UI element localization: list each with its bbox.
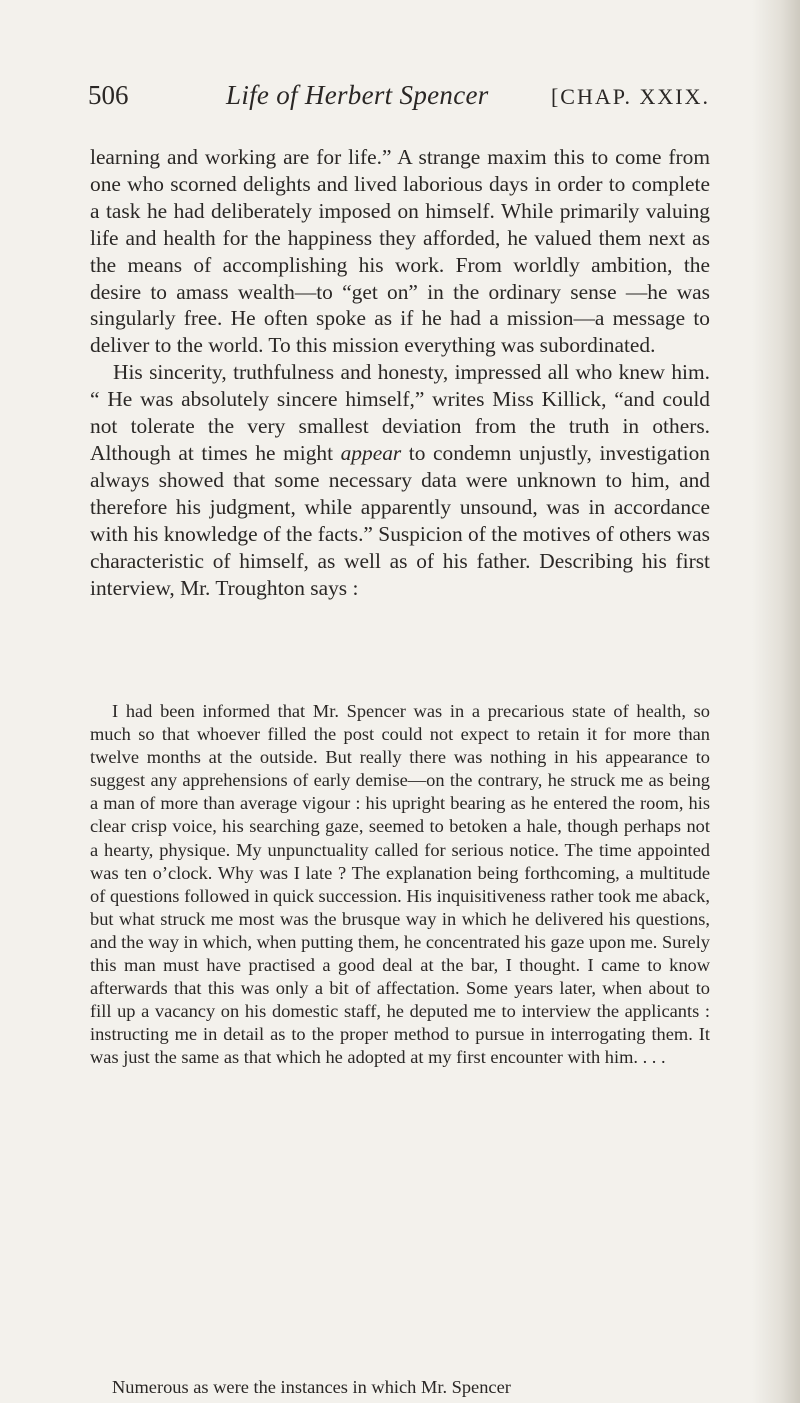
paragraph-text: to condemn unjustly, investigation always showed that some necessary data were unknown to him, and therefore his judgment, while apparently unsound, was in accordance with his knowledge of the facts.” Suspicion of the motives of others was characteristic of himself, as well as of his father. Describing his first interview, Mr. Troughton says : [90, 440, 710, 600]
quote-last-line: Numerous as were the instances in which Mr. Spencer [112, 1377, 511, 1397]
paragraph [90, 359, 710, 601]
page-edge-shadow [752, 0, 800, 1403]
page-header [88, 78, 710, 118]
chapter-reference: [CHAP. XXIX. [550, 84, 710, 109]
running-title: Life of Herbert Spencer [226, 80, 489, 110]
block-quote-continuation [112, 1376, 710, 1399]
page-number: 506 [88, 80, 129, 110]
main-text [90, 144, 710, 601]
emphasis-text: appear [340, 440, 402, 465]
block-quote [90, 700, 710, 1070]
quote-paragraph: I had been informed that Mr. Spencer was in a precarious state of health, so much so that whoever filled the post could not expect to retain it for more than twelve months at the outside. But really there was nothing in his appearance to suggest any apprehensions of early demise—on the contrary, he struck me as being a man of more than average vigour : his upright bearing as he entered the room, his clear crisp voice, his searching gaze, seemed to betoken a hale, though perhaps not a hearty, physique. My unpunctuality called for serious notice. The time appointed was ten o’clock. Why was I late ? The explanation being forthcoming, a multitude of questions followed in quick succession. His inquisitiveness rather took me aback, but what struck me most was the brusque way in which he delivered his questions, and the way in which, when putting them, he concentrated his gaze upon me. Surely this man must have practised a good deal at the bar, I thought. I came to know afterwards that this was only a bit of affectation. Some years later, when about to fill up a vacancy on his domestic staff, he deputed me to interview the applicants : instructing me in detail as to the proper method to pursue in interrogating them. It was just the same as that which he adopted at my first encounter with him. . . . [90, 701, 710, 1068]
paragraph-text: His sincerity, truthfulness and honesty, impressed all who knew him. “ He was absolutely sincere himself,” writes Miss Killick, “and could not tolerate the very smallest deviation from the truth in others. Although at times he might [90, 360, 710, 465]
paragraph: learning and working are for life.” A strange maxim this to come from one who scorned delights and lived laborious days in order to complete a task he had deliberately imposed on himself. While primarily valuing life and health for the happiness they afforded, he valued them next as the means of accomplishing his work. From worldly ambition, the desire to amass wealth—to “get on” in the ordinary sense —he was singularly free. He often spoke as if he had a mission—a message to deliver to the world. To this mission everything was subordinated. [90, 145, 710, 358]
